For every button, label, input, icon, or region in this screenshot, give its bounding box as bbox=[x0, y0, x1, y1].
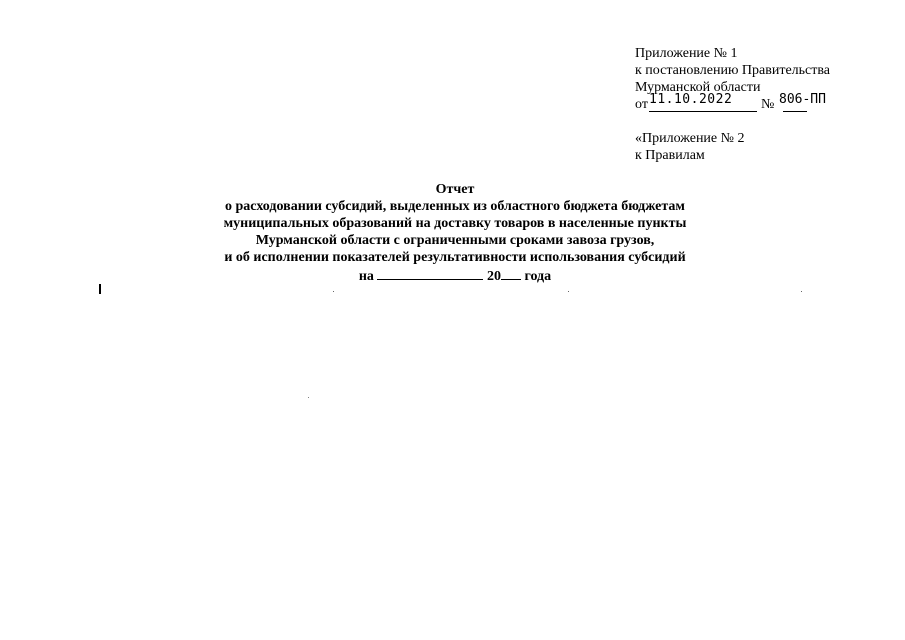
scan-artifact-dot bbox=[801, 291, 802, 292]
report-title-block bbox=[150, 181, 760, 285]
resolution-number: 806-ПП bbox=[779, 92, 826, 107]
report-date-blank bbox=[377, 266, 483, 280]
appendix-number: Приложение № 1 bbox=[635, 46, 738, 61]
scan-artifact-dot bbox=[568, 291, 569, 292]
report-title-line-1: о расходовании субсидий, выделенных из областного бюджета бюджетам bbox=[225, 199, 685, 214]
scan-artifact-mark bbox=[99, 284, 101, 294]
date-prefix: от bbox=[635, 97, 648, 112]
number-blank-underline bbox=[783, 111, 807, 112]
sub-appendix-number: «Приложение № 2 bbox=[635, 131, 745, 146]
appendix-resolution-ref: к постановлению Правительства bbox=[635, 63, 831, 78]
resolution-date-line bbox=[635, 92, 895, 113]
sub-appendix-rules-ref: к Правилам bbox=[635, 148, 705, 163]
appendix-spacer bbox=[635, 113, 895, 130]
report-year-suffix: года bbox=[524, 269, 552, 284]
date-blank-underline bbox=[649, 111, 757, 112]
appendix-region: Мурманской области bbox=[635, 80, 761, 95]
appendix-header bbox=[635, 45, 895, 164]
report-title-line-3: Мурманской области с ограниченными сроками завоза грузов, bbox=[255, 233, 655, 248]
scan-artifact-dot bbox=[308, 397, 309, 398]
report-title-line-2: муниципальных образований на доставку товаров в населенные пункты bbox=[223, 216, 687, 231]
report-title-line-4: и об исполнении показателей результативности использования субсидий bbox=[224, 250, 686, 265]
scan-artifact-dot bbox=[333, 291, 334, 292]
report-date-prefix: на bbox=[358, 269, 374, 284]
report-year-prefix: 20 bbox=[486, 269, 501, 284]
number-prefix: № bbox=[761, 97, 775, 112]
report-heading: Отчет bbox=[435, 182, 475, 197]
report-year-blank bbox=[501, 266, 521, 280]
report-date-line bbox=[150, 266, 760, 285]
resolution-date: 11.10.2022 bbox=[649, 92, 733, 107]
